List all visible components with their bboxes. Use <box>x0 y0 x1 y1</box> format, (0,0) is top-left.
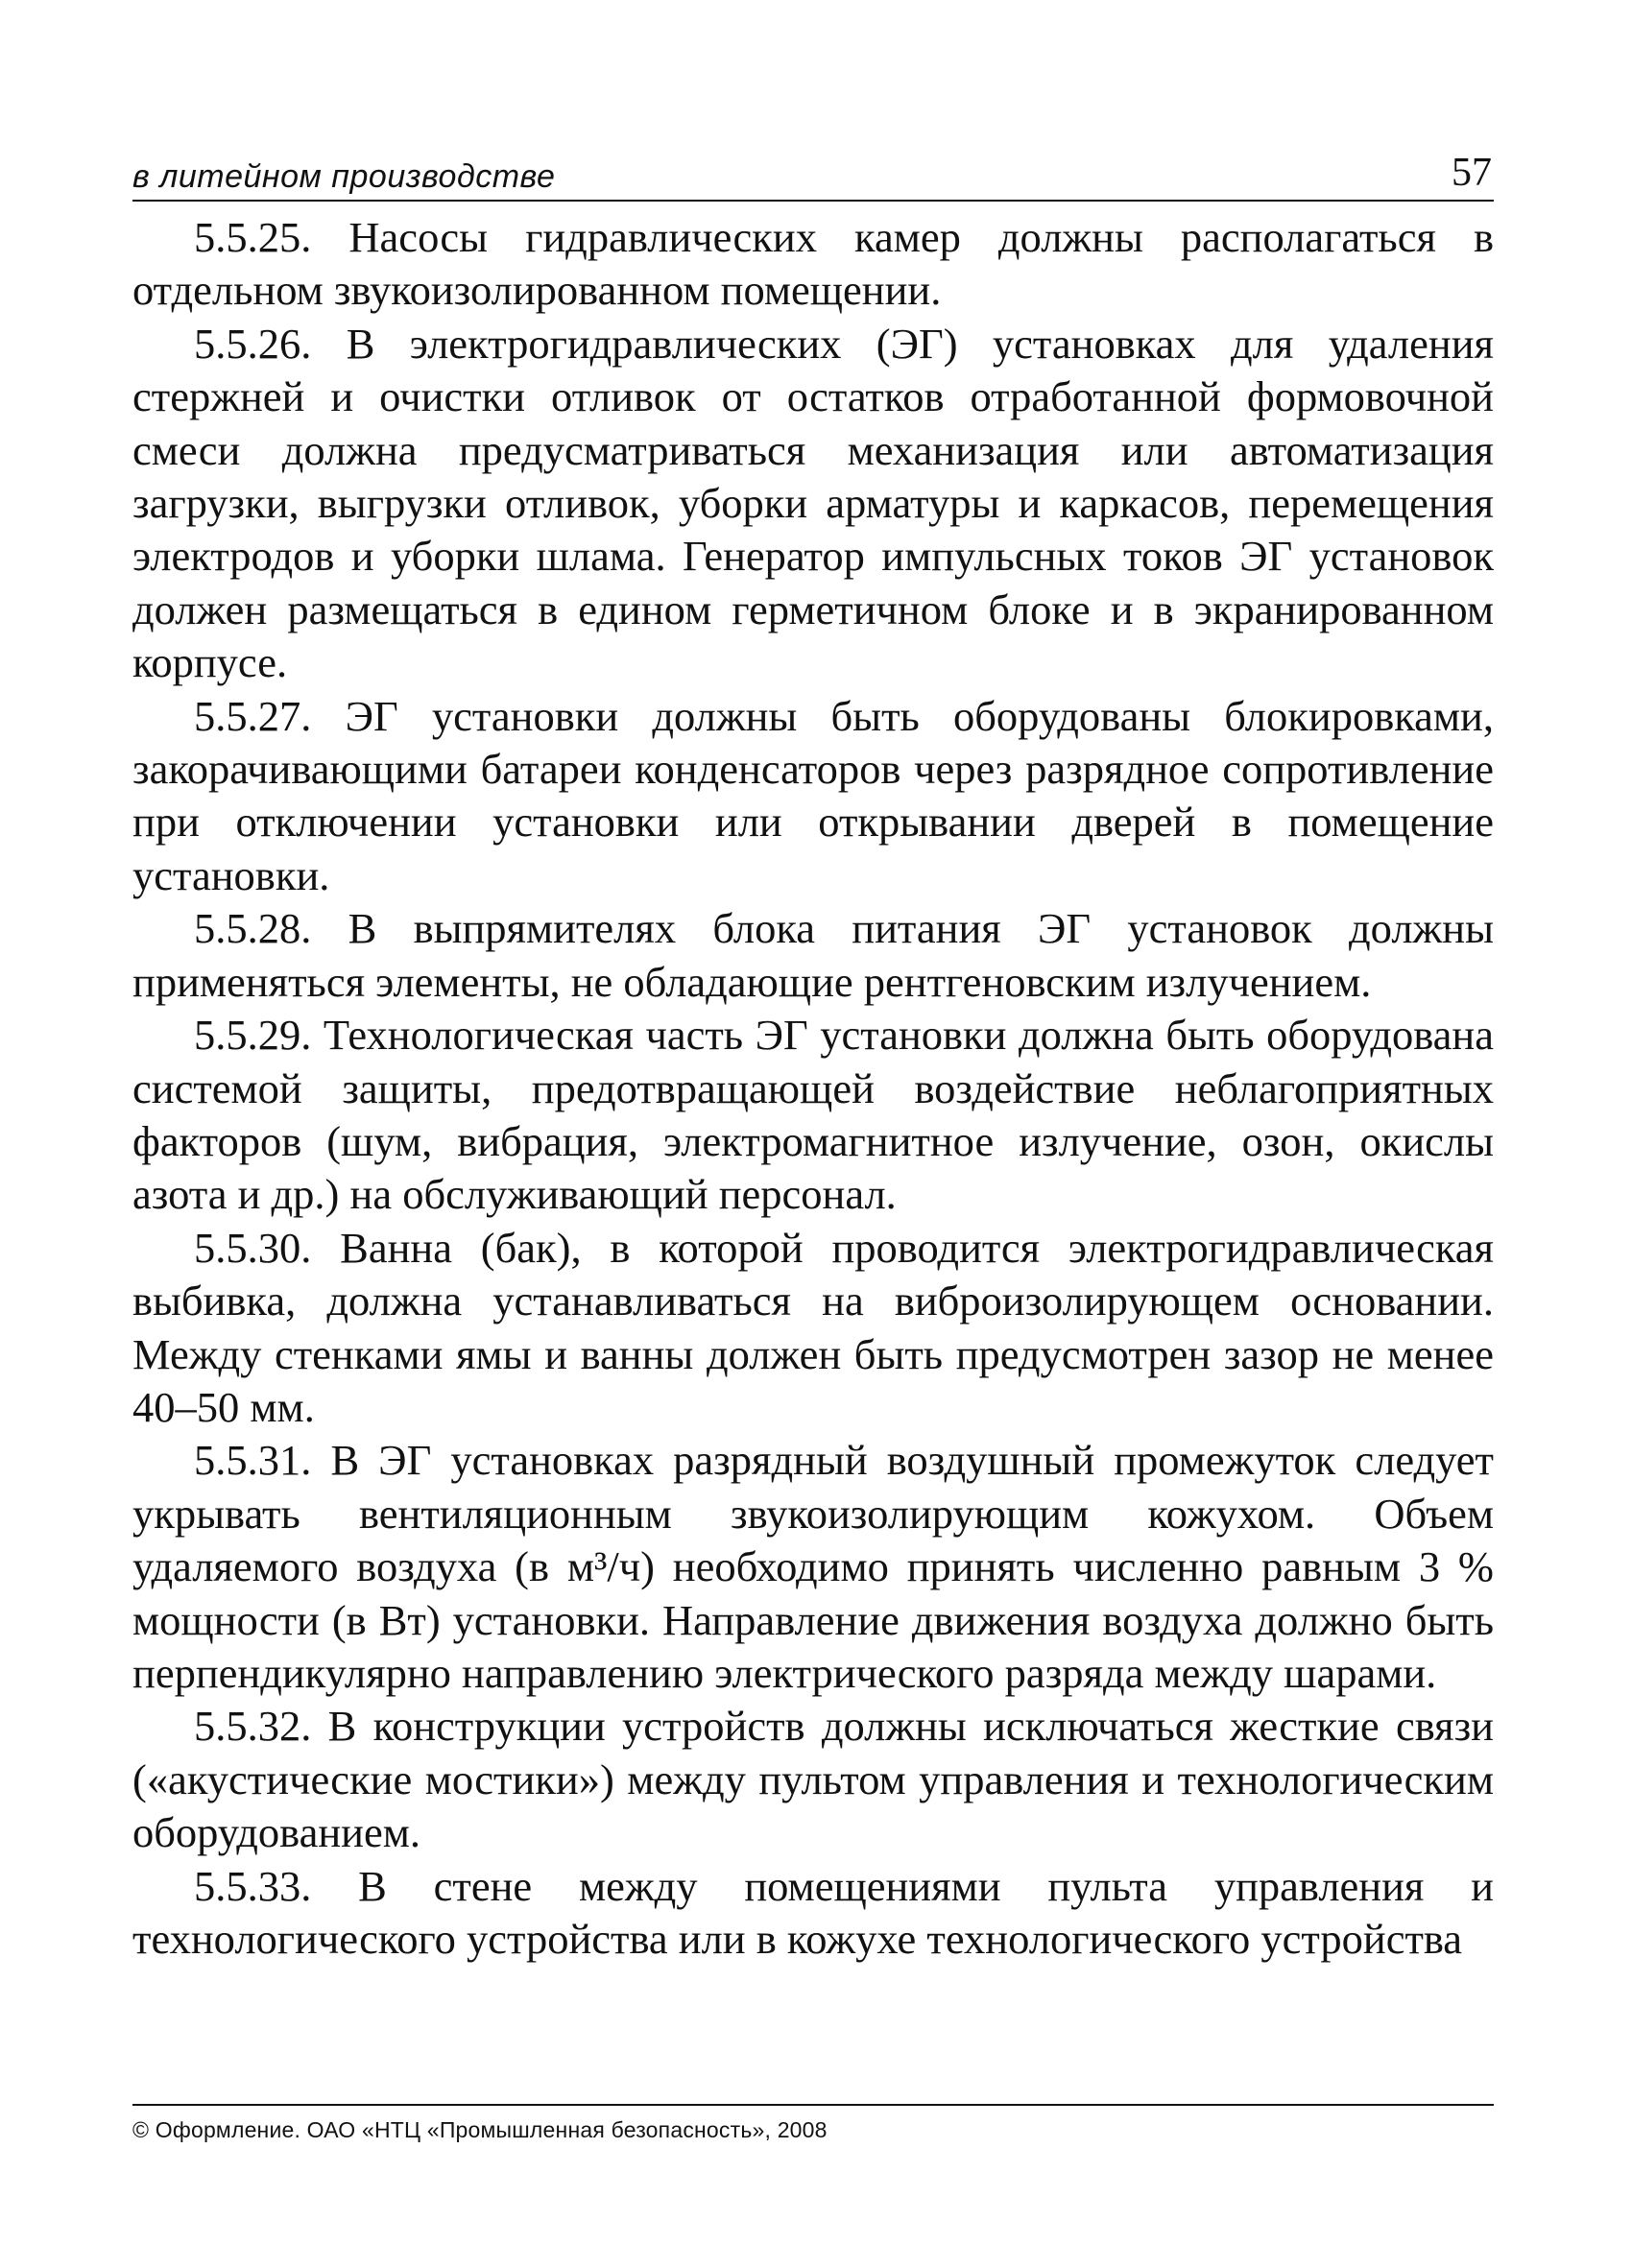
running-head: в литейном производстве <box>132 158 556 195</box>
paragraph-5-5-25: 5.5.25. Насосы гидравлических камер должны располагаться в отдельном звукоизолированном помещении. <box>132 213 1494 315</box>
body-text <box>132 211 1494 1966</box>
document-page <box>132 144 1494 1966</box>
paragraph-5-5-27: 5.5.27. ЭГ установки должны быть оборудованы блокировками, закорачивающими батареи конденсаторов через разрядное сопротивление при отключении установки или открывании дверей в помещение установки. <box>132 691 1494 899</box>
page-footer <box>132 2104 1494 2143</box>
copyright-notice: © Оформление. ОАО «НТЦ «Промышленная безопасность», 2008 <box>132 2117 828 2142</box>
paragraph-5-5-28: 5.5.28. В выпрямителях блока питания ЭГ установок должны применяться элементы, не обладающие рентгеновским излучением. <box>132 904 1494 1006</box>
page-number: 57 <box>1452 151 1492 195</box>
paragraph-5-5-33: 5.5.33. В стене между помещениями пульта управления и технологического устройства или в кожухе технологического устройства <box>132 1861 1494 1963</box>
paragraph-5-5-31: 5.5.31. В ЭГ установках разрядный воздушный промежуток следует укрывать вентиляционным звукоизолирующим кожухом. Объем удаляемого воздуха (в м³/ч) необходимо принять численно равным 3 % мощности (в Вт) установки. Направление движения воздуха должно быть перпендикулярно направлению электрического разряда между шарами. <box>132 1436 1494 1697</box>
paragraph-5-5-32: 5.5.32. В конструкции устройств должны исключаться жесткие связи («акустические мостики») между пультом управления и технологическим оборудованием. <box>132 1702 1494 1857</box>
paragraph-5-5-29: 5.5.29. Технологическая часть ЭГ установки должна быть оборудована системой защиты, предотвращающей воздействие неблагоприятных факторов (шум, вибрация, электромагнитное излучение, озон, окислы азота и др.) на обслуживающий персонал. <box>132 1011 1494 1219</box>
page-header <box>132 144 1494 202</box>
paragraph-5-5-26: 5.5.26. В электрогидравлических (ЭГ) установках для удаления стержней и очистки отливок от остатков отработанной формовочной смеси должна предусматриваться механизация или автоматизация загрузки, выгрузки отливок, уборки арматуры и каркасов, перемещения электродов и уборки шлама. Генератор импульсных токов ЭГ установок должен размещаться в едином герметичном блоке и в экранированном корпусе. <box>132 319 1494 687</box>
paragraph-5-5-30: 5.5.30. Ванна (бак), в которой проводится электрогидравлическая выбивка, должна устанавливаться на виброизолирующем основании. Между стенками ямы и ванны должен быть предусмотрен зазор не менее 40–50 мм. <box>132 1223 1494 1431</box>
